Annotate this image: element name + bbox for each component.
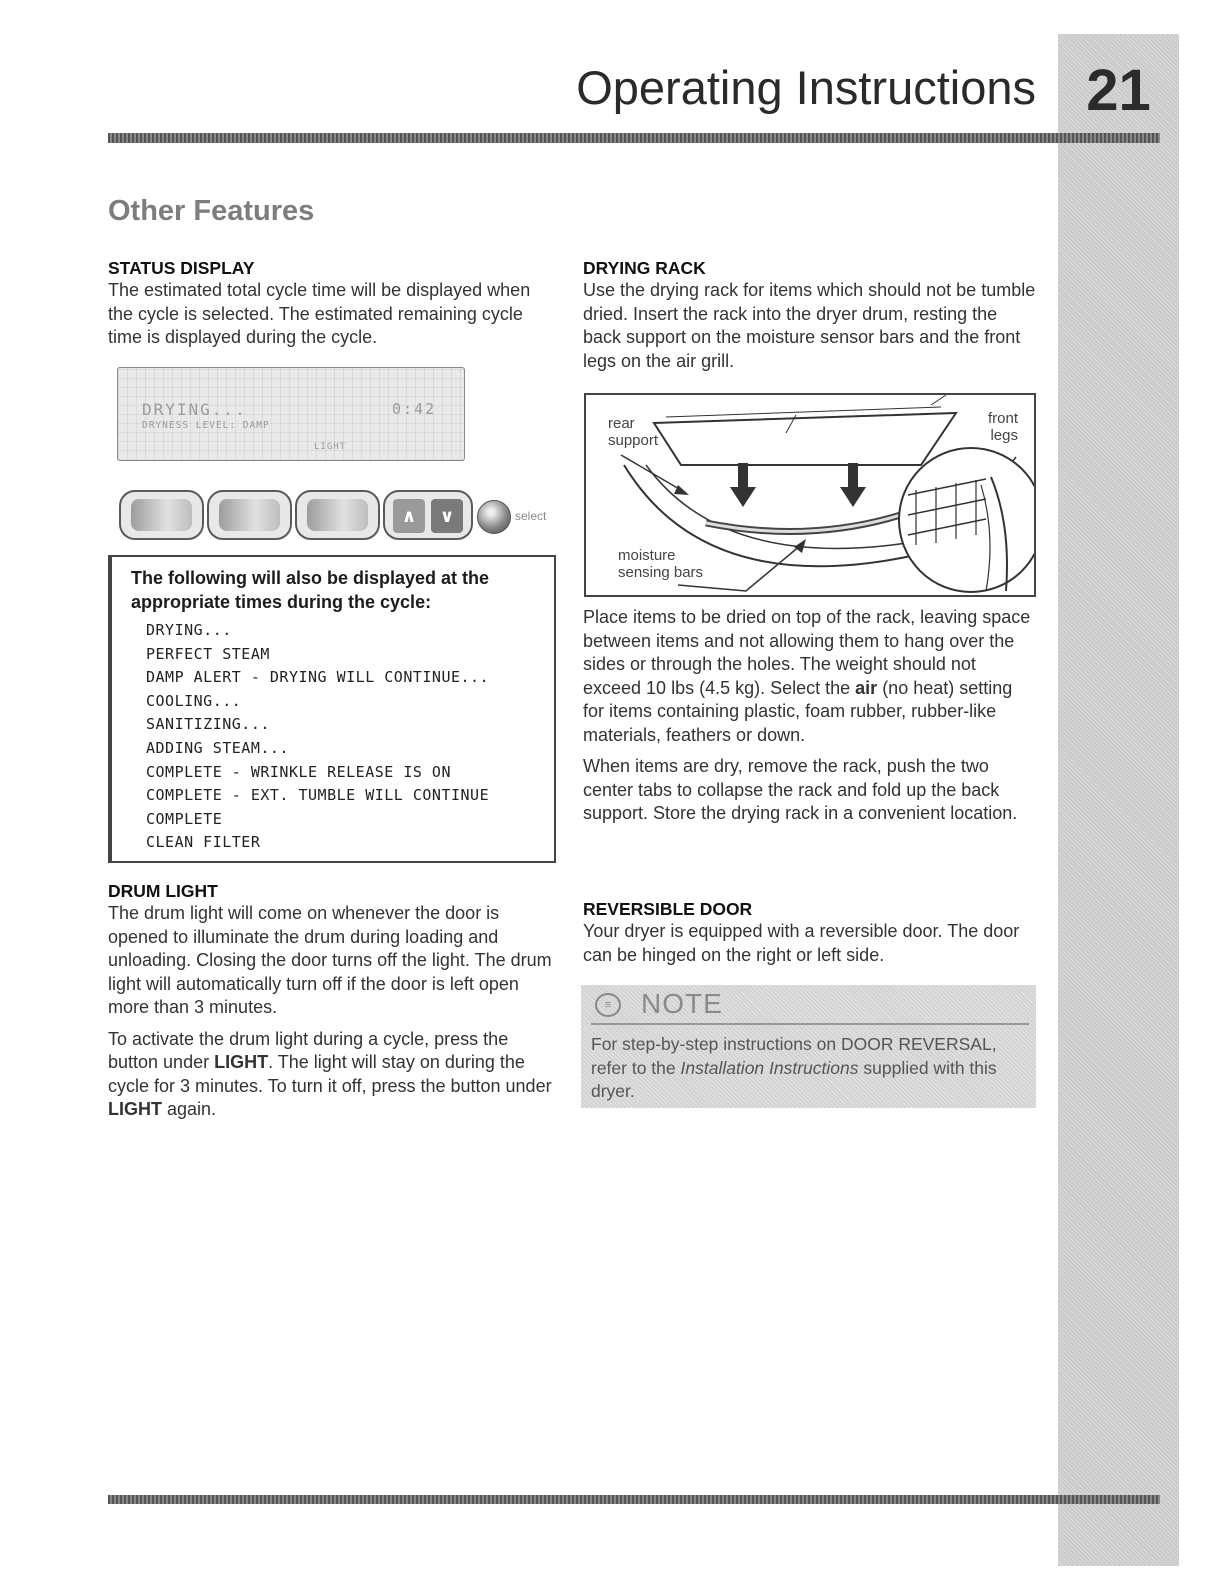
reversible-door-section	[583, 898, 1038, 967]
page-title: Operating Instructions	[576, 61, 1036, 114]
list-item: COMPLETE - EXT. TUMBLE WILL CONTINUE	[146, 786, 490, 805]
note-text: For step-by-step instructions on DOOR REVERSAL, refer to the Installation Instructions supplied with this dryer.	[591, 1034, 997, 1101]
messages-list	[146, 619, 489, 855]
drying-rack-heading: DRYING RACK	[583, 258, 706, 278]
select-knob[interactable]	[477, 500, 511, 534]
status-display-text: The estimated total cycle time will be displayed when the cycle is selected. The estimated remaining cycle time is displayed during the cycle.	[108, 280, 531, 347]
drum-light-text-1: The drum light will come on whenever the door is opened to illuminate the drum during loading and unloading. Closing the door turns off the light. The drum light will automatically turn off if the door is left open more than 3 minutes.	[108, 903, 552, 1017]
note-divider	[591, 1023, 1029, 1025]
drying-rack-section	[583, 257, 1038, 373]
list-item: DRYING...	[146, 621, 232, 639]
status-display-heading: STATUS DISPLAY	[108, 258, 255, 278]
list-item: PERFECT STEAM	[146, 644, 270, 663]
list-item: ADDING STEAM...	[146, 738, 289, 757]
lcd-dryness-level: DRYNESS LEVEL: DAMP	[142, 420, 270, 431]
drying-rack-text-2: When items are dry, remove the rack, push the two center tabs to collapse the rack and fold up the back support. Store the drying rack in a convenient location.	[583, 756, 1018, 823]
footer-rule	[108, 1495, 1160, 1504]
lcd-light-label: LIGHT	[314, 442, 347, 452]
control-buttons	[119, 490, 559, 546]
lcd-main-text: DRYING...	[142, 400, 247, 419]
drum-light-section	[108, 880, 558, 1122]
drying-rack-intro: Use the drying rack for items which should not be tumble dried. Insert the rack into the dryer drum, resting the back support on the moisture sensor bars and the front legs on the air grill.	[583, 280, 1036, 371]
reversible-door-text: Your dryer is equipped with a reversible door. The door can be hinged on the right or left side.	[583, 921, 1020, 965]
list-item: DAMP ALERT - DRYING WILL CONTINUE...	[146, 668, 490, 687]
page-number: 21	[1086, 58, 1151, 123]
drying-rack-body	[583, 606, 1038, 826]
rear-support-label: rear support	[608, 415, 659, 449]
up-down-button[interactable]	[383, 490, 473, 540]
front-legs-label: front legs	[987, 410, 1018, 444]
drying-rack-figure	[584, 393, 1036, 597]
lcd-time: 0:42	[392, 400, 437, 418]
control-button-3[interactable]	[295, 490, 380, 540]
messages-title: The following will also be displayed at the appropriate times during the cycle:	[131, 568, 490, 612]
list-item: COMPLETE	[146, 809, 223, 828]
note-box	[581, 985, 1036, 1108]
moisture-sensing-label: moisture sensing bars	[618, 547, 704, 581]
list-item: COMPLETE - WRINKLE RELEASE IS ON	[146, 762, 451, 781]
header-rule	[108, 133, 1160, 143]
chevron-up-icon[interactable]: ∧	[393, 499, 425, 533]
select-label: select	[515, 509, 547, 523]
chevron-down-icon[interactable]: ∨	[431, 499, 463, 533]
reversible-door-heading: REVERSIBLE DOOR	[583, 899, 753, 919]
drum-light-heading: DRUM LIGHT	[108, 881, 218, 901]
messages-box	[108, 555, 556, 863]
list-item: CLEAN FILTER	[146, 833, 261, 852]
control-button-1[interactable]	[119, 490, 204, 540]
note-icon: ≡	[595, 993, 621, 1017]
list-item: COOLING...	[146, 691, 242, 710]
list-item: SANITIZING...	[146, 715, 270, 734]
note-title: NOTE	[641, 988, 723, 1019]
control-button-2[interactable]	[207, 490, 292, 540]
section-title: Other Features	[108, 195, 315, 227]
side-tab	[1058, 34, 1179, 1566]
drum-light-text-2: To activate the drum light during a cycle, press the button under LIGHT. The light will stay on during the cycle for 3 minutes. To turn it off, press the button under LIGHT again.	[108, 1028, 552, 1119]
drying-rack-text-1: Place items to be dried on top of the rack, leaving space between items and not allowing them to hang over the sides or through the holes. The weight should not exceed 10 lbs (4.5 kg). Select the air (no heat) setting for items containing plastic, foam rubber, rubber-like materials, feathers or down.	[583, 607, 1031, 745]
lcd-display	[117, 367, 465, 461]
status-display-section	[108, 257, 553, 350]
